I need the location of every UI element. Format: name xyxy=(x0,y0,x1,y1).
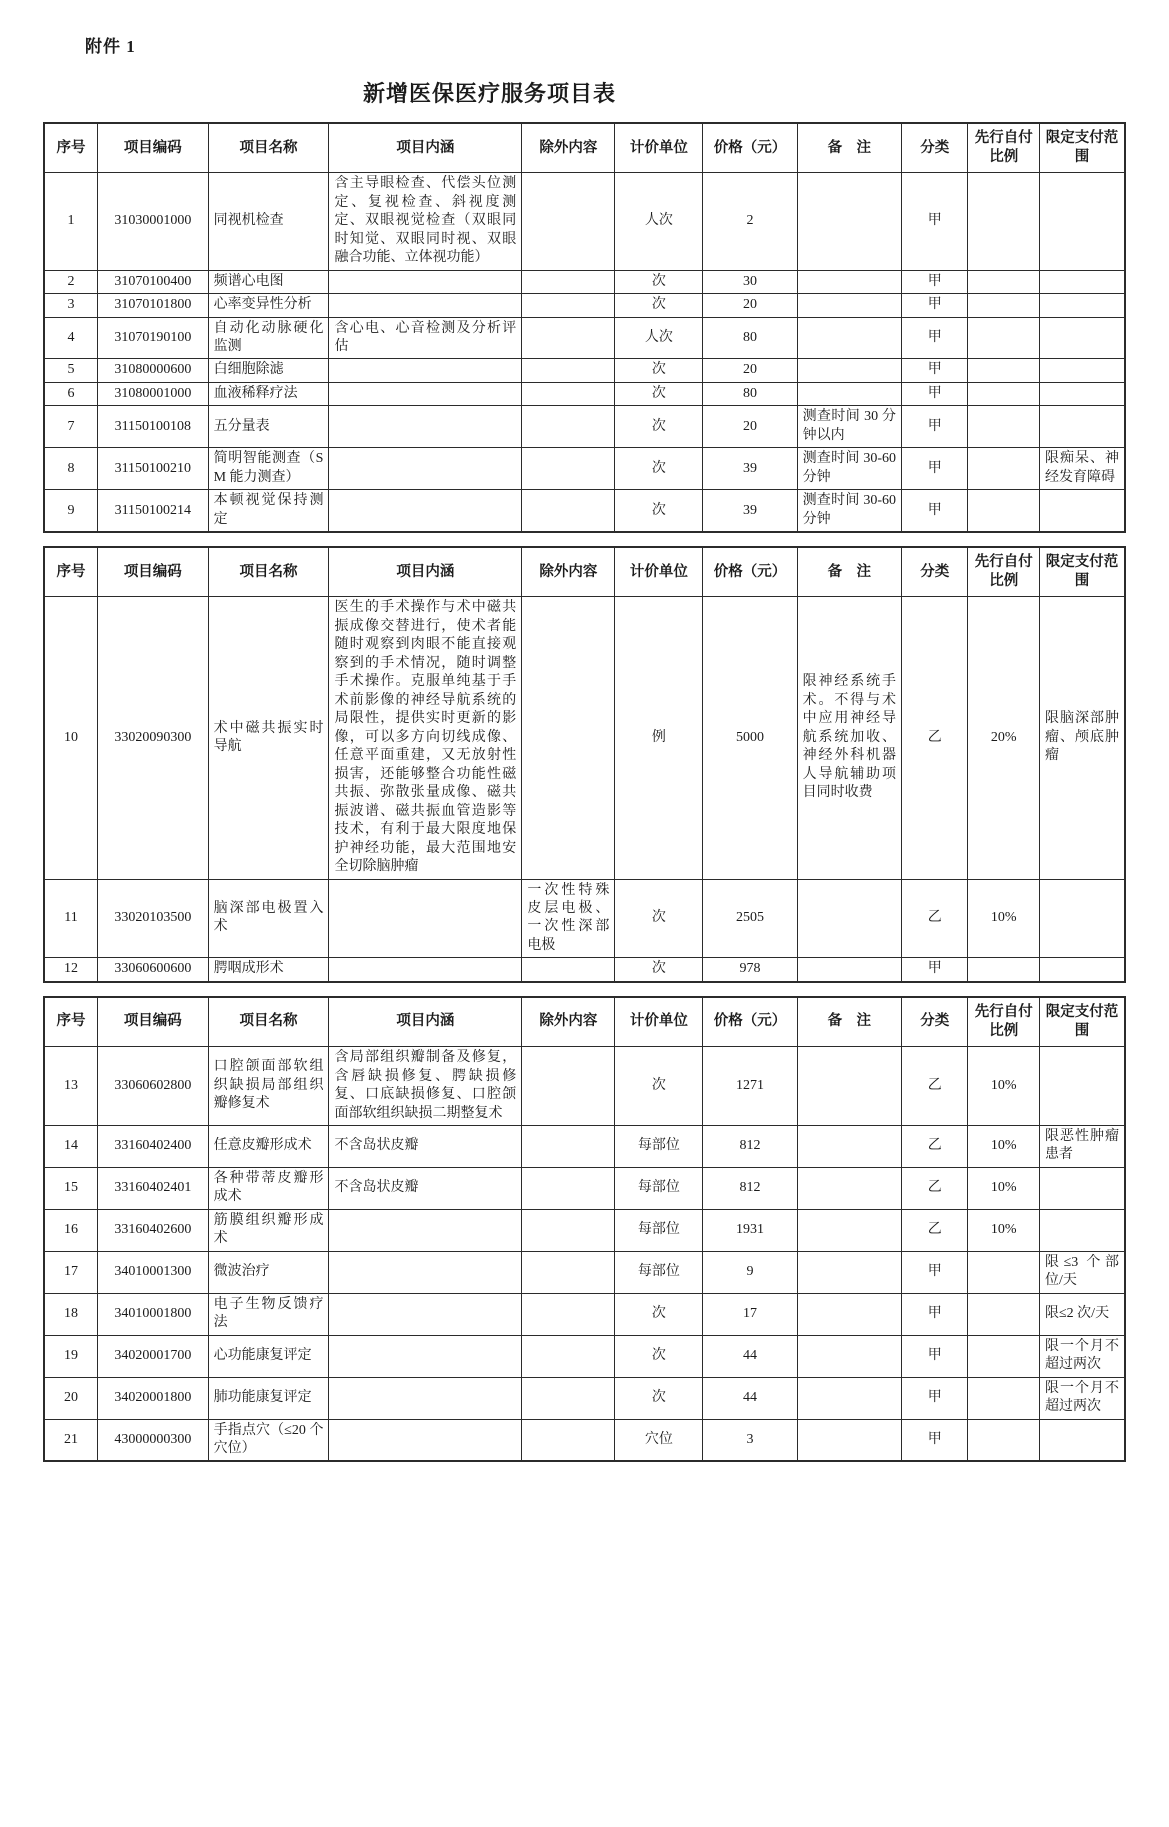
cell-scope xyxy=(1040,1167,1126,1209)
cell-code: 33160402401 xyxy=(98,1167,209,1209)
cell-content: 不含岛状皮瓣 xyxy=(329,1167,522,1209)
cell-remark xyxy=(797,1209,901,1251)
cell-name: 手指点穴（≤20 个穴位） xyxy=(208,1419,329,1461)
cell-ratio xyxy=(968,448,1040,490)
cell-category: 甲 xyxy=(902,382,968,405)
cell-seq: 18 xyxy=(44,1293,98,1335)
column-header-price: 价格（元） xyxy=(703,123,797,173)
cell-category: 甲 xyxy=(902,1335,968,1377)
column-header-ratio: 先行自付比例 xyxy=(968,547,1040,597)
cell-scope: 限脑深部肿瘤、颅底肿瘤 xyxy=(1040,597,1126,879)
cell-content xyxy=(329,1377,522,1419)
cell-name: 频谱心电图 xyxy=(208,270,329,293)
column-header-category: 分类 xyxy=(902,997,968,1047)
cell-unit: 次 xyxy=(615,1377,703,1419)
cell-seq: 4 xyxy=(44,317,98,359)
cell-code: 31070101800 xyxy=(98,294,209,317)
table-row xyxy=(44,382,1125,405)
service-table-2 xyxy=(43,546,1126,983)
cell-price: 1271 xyxy=(703,1047,797,1126)
cell-exclusion xyxy=(522,294,615,317)
cell-remark: 测查时间 30-60 分钟 xyxy=(797,490,901,532)
column-header-code: 项目编码 xyxy=(98,547,209,597)
cell-name: 微波治疗 xyxy=(208,1251,329,1293)
cell-ratio xyxy=(968,382,1040,405)
cell-ratio xyxy=(968,1335,1040,1377)
attachment-label: 附件 1 xyxy=(85,37,136,56)
cell-content xyxy=(329,406,522,448)
cell-seq: 20 xyxy=(44,1377,98,1419)
cell-remark: 限神经系统手术。不得与术中应用神经导航系统加收、神经外科机器人导航辅助项目同时收费 xyxy=(797,597,901,879)
cell-unit: 每部位 xyxy=(615,1125,703,1167)
cell-content xyxy=(329,382,522,405)
cell-category: 甲 xyxy=(902,1377,968,1419)
cell-price: 17 xyxy=(703,1293,797,1335)
table-row xyxy=(44,448,1125,490)
cell-seq: 14 xyxy=(44,1125,98,1167)
cell-content xyxy=(329,1335,522,1377)
cell-code: 31070100400 xyxy=(98,270,209,293)
cell-remark xyxy=(797,958,901,982)
cell-ratio: 20% xyxy=(968,597,1040,879)
cell-name: 筋膜组织瓣形成术 xyxy=(208,1209,329,1251)
column-header-seq: 序号 xyxy=(44,997,98,1047)
cell-unit: 次 xyxy=(615,490,703,532)
cell-seq: 17 xyxy=(44,1251,98,1293)
cell-scope: 限一个月不超过两次 xyxy=(1040,1377,1126,1419)
cell-remark xyxy=(797,1167,901,1209)
cell-remark xyxy=(797,1419,901,1461)
cell-ratio: 10% xyxy=(968,1125,1040,1167)
cell-price: 20 xyxy=(703,406,797,448)
cell-category: 甲 xyxy=(902,490,968,532)
cell-seq: 19 xyxy=(44,1335,98,1377)
cell-exclusion xyxy=(522,490,615,532)
cell-remark: 测查时间 30-60 分钟 xyxy=(797,448,901,490)
cell-category: 乙 xyxy=(902,1125,968,1167)
cell-exclusion: 一次性特殊皮层电极、一次性深部电极 xyxy=(522,879,615,958)
column-header-exclusion: 除外内容 xyxy=(522,123,615,173)
cell-exclusion xyxy=(522,317,615,359)
column-header-category: 分类 xyxy=(902,123,968,173)
cell-name: 白细胞除滤 xyxy=(208,359,329,382)
cell-price: 80 xyxy=(703,382,797,405)
table-row xyxy=(44,879,1125,958)
column-header-scope: 限定支付范围 xyxy=(1040,997,1126,1047)
table-row xyxy=(44,1251,1125,1293)
cell-unit: 次 xyxy=(615,879,703,958)
service-table-1 xyxy=(43,122,1126,533)
table-row xyxy=(44,270,1125,293)
cell-seq: 6 xyxy=(44,382,98,405)
cell-ratio: 10% xyxy=(968,1209,1040,1251)
service-table-3 xyxy=(43,996,1126,1463)
cell-ratio xyxy=(968,270,1040,293)
cell-ratio xyxy=(968,173,1040,270)
table-row xyxy=(44,173,1125,270)
cell-code: 31150100214 xyxy=(98,490,209,532)
column-header-unit: 计价单位 xyxy=(615,123,703,173)
cell-price: 80 xyxy=(703,317,797,359)
table-row xyxy=(44,1047,1125,1126)
column-header-ratio: 先行自付比例 xyxy=(968,997,1040,1047)
cell-category: 甲 xyxy=(902,359,968,382)
cell-price: 978 xyxy=(703,958,797,982)
cell-code: 34020001800 xyxy=(98,1377,209,1419)
cell-content: 不含岛状皮瓣 xyxy=(329,1125,522,1167)
cell-code: 33060602800 xyxy=(98,1047,209,1126)
page-title: 新增医保医疗服务项目表 xyxy=(362,81,616,106)
cell-seq: 5 xyxy=(44,359,98,382)
column-header-unit: 计价单位 xyxy=(615,547,703,597)
cell-unit: 次 xyxy=(615,382,703,405)
cell-content: 含心电、心音检测及分析评估 xyxy=(329,317,522,359)
cell-seq: 11 xyxy=(44,879,98,958)
cell-seq: 13 xyxy=(44,1047,98,1126)
cell-code: 33020103500 xyxy=(98,879,209,958)
cell-scope: 限≤3 个部位/天 xyxy=(1040,1251,1126,1293)
cell-scope xyxy=(1040,317,1126,359)
column-header-seq: 序号 xyxy=(44,547,98,597)
cell-code: 34010001800 xyxy=(98,1293,209,1335)
column-header-remark: 备 注 xyxy=(797,123,901,173)
cell-unit: 次 xyxy=(615,359,703,382)
cell-code: 31080000600 xyxy=(98,359,209,382)
cell-ratio: 10% xyxy=(968,879,1040,958)
cell-exclusion xyxy=(522,270,615,293)
cell-exclusion xyxy=(522,1335,615,1377)
cell-category: 乙 xyxy=(902,1209,968,1251)
cell-price: 2505 xyxy=(703,879,797,958)
cell-price: 20 xyxy=(703,359,797,382)
column-header-name: 项目名称 xyxy=(208,547,329,597)
cell-ratio xyxy=(968,1251,1040,1293)
cell-unit: 次 xyxy=(615,1293,703,1335)
cell-remark xyxy=(797,1377,901,1419)
cell-scope xyxy=(1040,359,1126,382)
cell-ratio: 10% xyxy=(968,1167,1040,1209)
table-row xyxy=(44,317,1125,359)
cell-seq: 9 xyxy=(44,490,98,532)
cell-ratio xyxy=(968,359,1040,382)
cell-content xyxy=(329,270,522,293)
column-header-seq: 序号 xyxy=(44,123,98,173)
cell-content xyxy=(329,1251,522,1293)
cell-code: 34020001700 xyxy=(98,1335,209,1377)
cell-exclusion xyxy=(522,448,615,490)
cell-price: 30 xyxy=(703,270,797,293)
cell-category: 乙 xyxy=(902,597,968,879)
table-row xyxy=(44,1125,1125,1167)
column-header-exclusion: 除外内容 xyxy=(522,547,615,597)
cell-remark xyxy=(797,382,901,405)
cell-category: 甲 xyxy=(902,173,968,270)
cell-seq: 15 xyxy=(44,1167,98,1209)
cell-scope: 限一个月不超过两次 xyxy=(1040,1335,1126,1377)
cell-unit: 次 xyxy=(615,294,703,317)
cell-unit: 人次 xyxy=(615,317,703,359)
cell-code: 33020090300 xyxy=(98,597,209,879)
cell-unit: 次 xyxy=(615,406,703,448)
cell-category: 甲 xyxy=(902,448,968,490)
cell-content xyxy=(329,359,522,382)
column-header-category: 分类 xyxy=(902,547,968,597)
column-header-content: 项目内涵 xyxy=(329,997,522,1047)
cell-exclusion xyxy=(522,1293,615,1335)
cell-remark xyxy=(797,294,901,317)
cell-scope: 限恶性肿瘤患者 xyxy=(1040,1125,1126,1167)
cell-category: 甲 xyxy=(902,958,968,982)
cell-remark xyxy=(797,317,901,359)
cell-remark xyxy=(797,173,901,270)
cell-ratio xyxy=(968,406,1040,448)
cell-content: 医生的手术操作与术中磁共振成像交替进行，使术者能随时观察到肉眼不能直接观察到的手术情况，随时调整手术操作。克服单纯基于手术前影像的神经导航系统的局限性，提供实时更新的影像，可以多方向切线成像、任意平面重建，又无放射性损害，还能够整合功能性磁共振、弥散张量成像、磁共振波谱、磁共振血管造影等技术，有利于最大限度地保护神经功能，最大范围地安全切除脑肿瘤 xyxy=(329,597,522,879)
cell-exclusion xyxy=(522,359,615,382)
cell-remark xyxy=(797,1335,901,1377)
column-header-scope: 限定支付范围 xyxy=(1040,123,1126,173)
cell-price: 3 xyxy=(703,1419,797,1461)
cell-scope xyxy=(1040,270,1126,293)
cell-content xyxy=(329,879,522,958)
cell-unit: 人次 xyxy=(615,173,703,270)
cell-ratio: 10% xyxy=(968,1047,1040,1126)
cell-exclusion xyxy=(522,1209,615,1251)
cell-scope xyxy=(1040,490,1126,532)
cell-scope xyxy=(1040,382,1126,405)
cell-content xyxy=(329,1293,522,1335)
table-row xyxy=(44,294,1125,317)
cell-unit: 次 xyxy=(615,958,703,982)
cell-content xyxy=(329,1419,522,1461)
column-header-name: 项目名称 xyxy=(208,123,329,173)
cell-name: 肺功能康复评定 xyxy=(208,1377,329,1419)
cell-price: 39 xyxy=(703,490,797,532)
column-header-ratio: 先行自付比例 xyxy=(968,123,1040,173)
header-row xyxy=(44,997,1125,1047)
cell-seq: 10 xyxy=(44,597,98,879)
cell-exclusion xyxy=(522,382,615,405)
cell-name: 口腔颌面部软组织缺损局部组织瓣修复术 xyxy=(208,1047,329,1126)
cell-seq: 12 xyxy=(44,958,98,982)
cell-category: 乙 xyxy=(902,879,968,958)
column-header-remark: 备 注 xyxy=(797,997,901,1047)
cell-exclusion xyxy=(522,958,615,982)
cell-price: 9 xyxy=(703,1251,797,1293)
cell-name: 血液稀释疗法 xyxy=(208,382,329,405)
cell-exclusion xyxy=(522,1419,615,1461)
cell-remark xyxy=(797,359,901,382)
cell-content xyxy=(329,1209,522,1251)
header-row xyxy=(44,123,1125,173)
table-row xyxy=(44,1335,1125,1377)
cell-unit: 次 xyxy=(615,1047,703,1126)
cell-category: 甲 xyxy=(902,406,968,448)
cell-price: 44 xyxy=(703,1377,797,1419)
cell-code: 33160402600 xyxy=(98,1209,209,1251)
cell-scope: 限痴呆、神经发育障碍 xyxy=(1040,448,1126,490)
cell-content: 含主导眼检查、代偿头位测定、复视检查、斜视度测定、双眼视觉检查（双眼同时知觉、双眼同时视、双眼融合功能、立体视功能） xyxy=(329,173,522,270)
cell-remark xyxy=(797,1251,901,1293)
cell-seq: 2 xyxy=(44,270,98,293)
cell-ratio xyxy=(968,490,1040,532)
column-header-price: 价格（元） xyxy=(703,547,797,597)
cell-content xyxy=(329,294,522,317)
cell-unit: 每部位 xyxy=(615,1209,703,1251)
column-header-unit: 计价单位 xyxy=(615,997,703,1047)
table-row xyxy=(44,597,1125,879)
cell-code: 31030001000 xyxy=(98,173,209,270)
cell-seq: 21 xyxy=(44,1419,98,1461)
cell-unit: 次 xyxy=(615,1335,703,1377)
table-row xyxy=(44,1167,1125,1209)
cell-name: 电子生物反馈疗法 xyxy=(208,1293,329,1335)
cell-price: 44 xyxy=(703,1335,797,1377)
cell-category: 甲 xyxy=(902,317,968,359)
cell-name: 各种带蒂皮瓣形成术 xyxy=(208,1167,329,1209)
cell-remark xyxy=(797,1047,901,1126)
cell-code: 33060600600 xyxy=(98,958,209,982)
cell-category: 乙 xyxy=(902,1047,968,1126)
cell-name: 同视机检查 xyxy=(208,173,329,270)
cell-seq: 7 xyxy=(44,406,98,448)
cell-code: 31080001000 xyxy=(98,382,209,405)
cell-ratio xyxy=(968,1293,1040,1335)
cell-unit: 次 xyxy=(615,270,703,293)
table-row xyxy=(44,1209,1125,1251)
cell-category: 甲 xyxy=(902,294,968,317)
column-header-content: 项目内涵 xyxy=(329,123,522,173)
cell-scope xyxy=(1040,879,1126,958)
cell-exclusion xyxy=(522,1047,615,1126)
cell-price: 5000 xyxy=(703,597,797,879)
cell-remark: 测查时间 30 分钟以内 xyxy=(797,406,901,448)
cell-scope xyxy=(1040,406,1126,448)
cell-exclusion xyxy=(522,1251,615,1293)
cell-price: 39 xyxy=(703,448,797,490)
table-row xyxy=(44,958,1125,982)
cell-category: 甲 xyxy=(902,270,968,293)
cell-code: 31070190100 xyxy=(98,317,209,359)
cell-exclusion xyxy=(522,597,615,879)
cell-name: 心功能康复评定 xyxy=(208,1335,329,1377)
cell-ratio xyxy=(968,317,1040,359)
cell-code: 31150100210 xyxy=(98,448,209,490)
cell-category: 甲 xyxy=(902,1293,968,1335)
column-header-scope: 限定支付范围 xyxy=(1040,547,1126,597)
column-header-exclusion: 除外内容 xyxy=(522,997,615,1047)
cell-unit: 穴位 xyxy=(615,1419,703,1461)
column-header-content: 项目内涵 xyxy=(329,547,522,597)
cell-code: 34010001300 xyxy=(98,1251,209,1293)
cell-scope xyxy=(1040,1047,1126,1126)
cell-seq: 3 xyxy=(44,294,98,317)
cell-seq: 1 xyxy=(44,173,98,270)
cell-category: 乙 xyxy=(902,1167,968,1209)
column-header-code: 项目编码 xyxy=(98,123,209,173)
cell-name: 腭咽成形术 xyxy=(208,958,329,982)
cell-name: 任意皮瓣形成术 xyxy=(208,1125,329,1167)
cell-scope xyxy=(1040,294,1126,317)
cell-unit: 每部位 xyxy=(615,1167,703,1209)
cell-remark xyxy=(797,1125,901,1167)
cell-content: 含局部组织瓣制备及修复，含唇缺损修复、腭缺损修复、口底缺损修复、口腔颌面部软组织缺损二期整复术 xyxy=(329,1047,522,1126)
cell-exclusion xyxy=(522,173,615,270)
cell-seq: 16 xyxy=(44,1209,98,1251)
cell-name: 自动化动脉硬化监测 xyxy=(208,317,329,359)
cell-content xyxy=(329,958,522,982)
table-row xyxy=(44,406,1125,448)
cell-content xyxy=(329,448,522,490)
cell-scope: 限≤2 次/天 xyxy=(1040,1293,1126,1335)
cell-price: 812 xyxy=(703,1125,797,1167)
cell-scope xyxy=(1040,173,1126,270)
cell-content xyxy=(329,490,522,532)
cell-remark xyxy=(797,879,901,958)
table-row xyxy=(44,1377,1125,1419)
cell-unit: 例 xyxy=(615,597,703,879)
table-row xyxy=(44,1293,1125,1335)
column-header-remark: 备 注 xyxy=(797,547,901,597)
cell-price: 2 xyxy=(703,173,797,270)
cell-scope xyxy=(1040,958,1126,982)
cell-seq: 8 xyxy=(44,448,98,490)
cell-scope xyxy=(1040,1209,1126,1251)
cell-category: 甲 xyxy=(902,1251,968,1293)
cell-price: 20 xyxy=(703,294,797,317)
cell-ratio xyxy=(968,958,1040,982)
table-row xyxy=(44,1419,1125,1461)
cell-unit: 每部位 xyxy=(615,1251,703,1293)
cell-code: 33160402400 xyxy=(98,1125,209,1167)
cell-ratio xyxy=(968,1419,1040,1461)
column-header-code: 项目编码 xyxy=(98,997,209,1047)
header-row xyxy=(44,547,1125,597)
cell-remark xyxy=(797,270,901,293)
cell-exclusion xyxy=(522,1167,615,1209)
column-header-name: 项目名称 xyxy=(208,997,329,1047)
cell-name: 本顿视觉保持测定 xyxy=(208,490,329,532)
cell-exclusion xyxy=(522,406,615,448)
cell-exclusion xyxy=(522,1377,615,1419)
cell-ratio xyxy=(968,294,1040,317)
cell-price: 812 xyxy=(703,1167,797,1209)
cell-name: 脑深部电极置入术 xyxy=(208,879,329,958)
cell-exclusion xyxy=(522,1125,615,1167)
cell-ratio xyxy=(968,1377,1040,1419)
table-row xyxy=(44,490,1125,532)
cell-code: 31150100108 xyxy=(98,406,209,448)
cell-name: 术中磁共振实时导航 xyxy=(208,597,329,879)
cell-price: 1931 xyxy=(703,1209,797,1251)
cell-name: 心率变异性分析 xyxy=(208,294,329,317)
cell-name: 简明智能测查（SM 能力测查） xyxy=(208,448,329,490)
cell-scope xyxy=(1040,1419,1126,1461)
column-header-price: 价格（元） xyxy=(703,997,797,1047)
cell-category: 甲 xyxy=(902,1419,968,1461)
cell-remark xyxy=(797,1293,901,1335)
cell-name: 五分量表 xyxy=(208,406,329,448)
cell-unit: 次 xyxy=(615,448,703,490)
table-row xyxy=(44,359,1125,382)
cell-code: 43000000300 xyxy=(98,1419,209,1461)
